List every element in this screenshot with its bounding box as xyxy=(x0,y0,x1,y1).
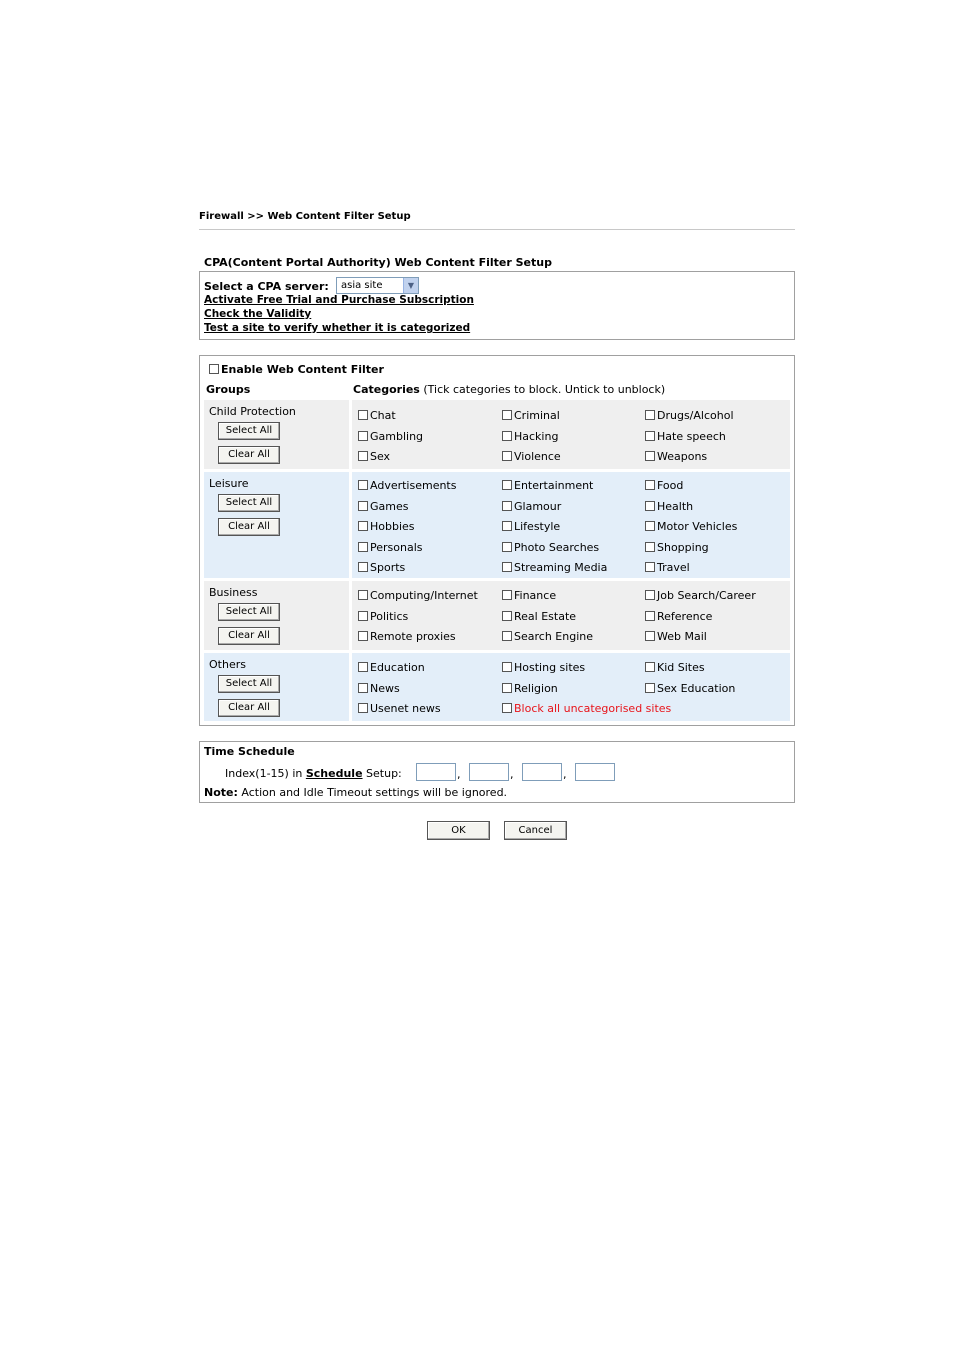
category-checkbox[interactable] xyxy=(645,410,655,420)
category-item[interactable] xyxy=(358,500,408,513)
category-checkbox[interactable] xyxy=(502,410,512,420)
category-label: Politics xyxy=(370,609,409,623)
category-label: Sports xyxy=(370,561,406,574)
category-checkbox[interactable] xyxy=(358,703,368,713)
category-checkbox[interactable] xyxy=(502,431,512,441)
category-checkbox[interactable] xyxy=(645,683,655,693)
category-label: Travel xyxy=(657,561,690,574)
activate-trial-link[interactable]: Activate Free Trial and Purchase Subscription xyxy=(204,294,474,306)
category-checkbox[interactable] xyxy=(645,611,655,621)
category-item[interactable] xyxy=(645,450,707,463)
category-checkbox[interactable] xyxy=(358,480,368,490)
category-label: Hosting sites xyxy=(514,661,586,674)
category-item[interactable] xyxy=(645,561,690,574)
category-checkbox[interactable] xyxy=(358,611,368,621)
category-checkbox[interactable] xyxy=(645,431,655,441)
schedule-separator: , xyxy=(510,768,514,781)
category-item[interactable] xyxy=(502,500,561,513)
category-item[interactable] xyxy=(358,430,423,443)
schedule-index-3-input[interactable] xyxy=(522,763,562,781)
chevron-down-icon[interactable]: ▼ xyxy=(403,278,418,293)
groups-header: Groups xyxy=(206,383,251,396)
category-item[interactable] xyxy=(502,479,593,492)
category-checkbox[interactable] xyxy=(358,410,368,420)
schedule-index-4-input[interactable] xyxy=(575,763,615,781)
category-item[interactable] xyxy=(502,430,558,443)
category-label: Finance xyxy=(514,589,557,602)
category-item[interactable] xyxy=(358,630,456,643)
breadcrumb: Firewall >> Web Content Filter Setup xyxy=(199,211,411,222)
category-label: Entertainment xyxy=(514,479,594,492)
group-cell xyxy=(204,472,349,578)
schedule-separator: , xyxy=(563,768,567,781)
category-checkbox[interactable] xyxy=(645,480,655,490)
clear-all-button[interactable]: Clear All xyxy=(218,627,280,645)
category-item[interactable] xyxy=(358,702,441,715)
category-label: Computing/Internet xyxy=(370,589,478,602)
categories-header-label: Categories xyxy=(353,383,420,396)
category-label: Kid Sites xyxy=(657,661,705,674)
category-checkbox[interactable] xyxy=(645,451,655,461)
category-label: Sex xyxy=(370,450,391,463)
categories-header xyxy=(353,383,665,396)
group-name: Child Protection xyxy=(209,405,296,418)
category-label: Photo Searches xyxy=(514,540,600,554)
category-checkbox[interactable] xyxy=(502,683,512,693)
category-checkbox[interactable] xyxy=(645,542,655,552)
breadcrumb-divider xyxy=(199,229,795,230)
category-item[interactable] xyxy=(358,561,405,574)
category-item[interactable] xyxy=(645,541,709,554)
cpa-server-label: Select a CPA server: xyxy=(204,280,329,293)
category-checkbox[interactable] xyxy=(645,631,655,641)
category-checkbox[interactable] xyxy=(358,542,368,552)
category-item[interactable] xyxy=(358,610,408,623)
cpa-server-select[interactable] xyxy=(336,277,419,294)
select-all-button[interactable]: Select All xyxy=(218,422,280,440)
category-item[interactable] xyxy=(645,610,712,623)
category-item[interactable] xyxy=(645,520,737,533)
category-checkbox[interactable] xyxy=(502,590,512,600)
category-item[interactable] xyxy=(358,589,478,602)
category-item[interactable] xyxy=(645,682,735,695)
category-checkbox[interactable] xyxy=(502,562,512,572)
ok-button[interactable]: OK xyxy=(427,821,490,840)
category-label: Hacking xyxy=(514,429,559,443)
category-label: Motor Vehicles xyxy=(657,520,738,533)
group-name: Leisure xyxy=(209,477,249,490)
category-label: Remote proxies xyxy=(370,630,456,643)
category-item[interactable] xyxy=(358,479,456,492)
category-label: Reference xyxy=(657,609,713,623)
category-label: Religion xyxy=(514,681,558,695)
category-item[interactable] xyxy=(502,409,560,422)
category-label: Sex Education xyxy=(657,681,736,695)
category-item[interactable] xyxy=(645,430,726,443)
category-checkbox[interactable] xyxy=(358,590,368,600)
category-item[interactable] xyxy=(645,500,693,513)
category-checkbox[interactable] xyxy=(358,521,368,531)
category-checkbox[interactable] xyxy=(645,562,655,572)
category-label: Drugs/Alcohol xyxy=(657,409,734,422)
category-label: Education xyxy=(370,661,425,674)
note-label: Note: xyxy=(204,786,238,799)
category-item[interactable] xyxy=(502,520,560,533)
category-checkbox[interactable] xyxy=(358,431,368,441)
category-checkbox[interactable] xyxy=(502,703,512,713)
select-all-button[interactable]: Select All xyxy=(218,675,280,693)
schedule-note xyxy=(204,786,507,799)
category-label: Real Estate xyxy=(514,609,577,623)
category-label: Search Engine xyxy=(514,630,593,643)
category-item[interactable] xyxy=(358,682,400,695)
category-checkbox[interactable] xyxy=(645,662,655,672)
category-checkbox[interactable] xyxy=(645,590,655,600)
category-label: Streaming Media xyxy=(514,561,608,574)
schedule-index-1-input[interactable] xyxy=(416,763,456,781)
categories-hint: (Tick categories to block. Untick to unblock) xyxy=(419,383,666,396)
category-label: Usenet news xyxy=(370,702,441,715)
schedule-link[interactable]: Schedule xyxy=(305,767,363,780)
category-checkbox[interactable] xyxy=(358,562,368,572)
category-label: Shopping xyxy=(657,540,709,554)
category-item[interactable] xyxy=(645,589,756,602)
group-cell xyxy=(204,653,349,721)
test-site-link[interactable]: Test a site to verify whether it is categorized xyxy=(204,322,471,334)
category-item[interactable] xyxy=(502,561,607,574)
category-label: Glamour xyxy=(514,499,562,513)
enable-filter-checkbox[interactable] xyxy=(209,364,219,374)
schedule-separator: , xyxy=(457,768,461,781)
category-label: Criminal xyxy=(514,409,560,422)
time-schedule-title: Time Schedule xyxy=(204,745,295,758)
category-label: Chat xyxy=(370,409,396,422)
category-item[interactable] xyxy=(358,409,396,422)
category-label: Weapons xyxy=(657,450,708,463)
category-item[interactable] xyxy=(502,541,599,554)
category-label: Advertisements xyxy=(370,479,457,492)
category-item[interactable] xyxy=(645,479,683,492)
category-checkbox[interactable] xyxy=(358,683,368,693)
group-cell xyxy=(204,581,349,650)
category-label: Food xyxy=(657,479,684,492)
category-label: Web Mail xyxy=(657,630,707,643)
enable-filter-label: Enable Web Content Filter xyxy=(221,363,384,376)
category-checkbox[interactable] xyxy=(502,501,512,511)
category-label: Gambling xyxy=(370,429,424,443)
category-item[interactable] xyxy=(645,409,734,422)
category-checkbox[interactable] xyxy=(645,501,655,511)
category-item[interactable] xyxy=(358,520,415,533)
category-checkbox[interactable] xyxy=(645,521,655,531)
schedule-index-label xyxy=(225,767,402,780)
category-label: Hate speech xyxy=(657,429,726,443)
enable-filter-row[interactable] xyxy=(209,363,384,376)
category-checkbox[interactable] xyxy=(358,501,368,511)
category-item[interactable] xyxy=(502,589,556,602)
category-label: Block all uncategorised sites xyxy=(514,702,672,715)
cancel-button[interactable]: Cancel xyxy=(504,821,567,840)
schedule-index-2-input[interactable] xyxy=(469,763,509,781)
category-item[interactable] xyxy=(358,541,423,554)
category-checkbox[interactable] xyxy=(358,631,368,641)
category-item[interactable] xyxy=(502,682,558,695)
category-label: Health xyxy=(657,499,694,513)
category-label: Personals xyxy=(370,540,423,554)
category-checkbox[interactable] xyxy=(358,451,368,461)
category-label: Violence xyxy=(514,450,561,463)
select-all-button[interactable]: Select All xyxy=(218,603,280,621)
category-item[interactable] xyxy=(645,661,705,674)
group-cell xyxy=(204,400,349,469)
clear-all-button[interactable]: Clear All xyxy=(218,518,280,536)
group-name: Others xyxy=(209,658,246,671)
category-checkbox[interactable] xyxy=(502,662,512,672)
schedule-index-pre: Index(1-15) in xyxy=(225,767,306,780)
category-checkbox[interactable] xyxy=(502,611,512,621)
category-label: Hobbies xyxy=(370,520,415,533)
category-item[interactable] xyxy=(358,661,425,674)
category-checkbox[interactable] xyxy=(502,521,512,531)
note-text: Action and Idle Timeout settings will be ignored. xyxy=(237,786,508,799)
schedule-index-post: Setup: xyxy=(362,767,402,780)
cpa-section-title: CPA(Content Portal Authority) Web Content Filter Setup xyxy=(204,256,552,269)
category-label: Job Search/Career xyxy=(657,589,756,602)
group-name: Business xyxy=(209,586,258,599)
category-item[interactable] xyxy=(358,450,390,463)
select-all-button[interactable]: Select All xyxy=(218,494,280,512)
clear-all-button[interactable]: Clear All xyxy=(218,446,280,464)
category-checkbox[interactable] xyxy=(358,662,368,672)
cpa-server-value: asia site xyxy=(341,280,383,291)
category-checkbox[interactable] xyxy=(502,542,512,552)
category-item[interactable] xyxy=(645,630,707,643)
category-checkbox[interactable] xyxy=(502,480,512,490)
category-item[interactable] xyxy=(502,702,671,715)
category-label: Lifestyle xyxy=(514,520,561,533)
category-item[interactable] xyxy=(502,450,561,463)
category-label: Games xyxy=(370,499,409,513)
check-validity-link[interactable]: Check the Validity xyxy=(204,308,312,320)
category-checkbox[interactable] xyxy=(502,631,512,641)
category-checkbox[interactable] xyxy=(502,451,512,461)
category-item[interactable] xyxy=(502,630,593,643)
category-item[interactable] xyxy=(502,610,576,623)
category-label: News xyxy=(370,681,400,695)
category-item[interactable] xyxy=(502,661,585,674)
clear-all-button[interactable]: Clear All xyxy=(218,699,280,717)
